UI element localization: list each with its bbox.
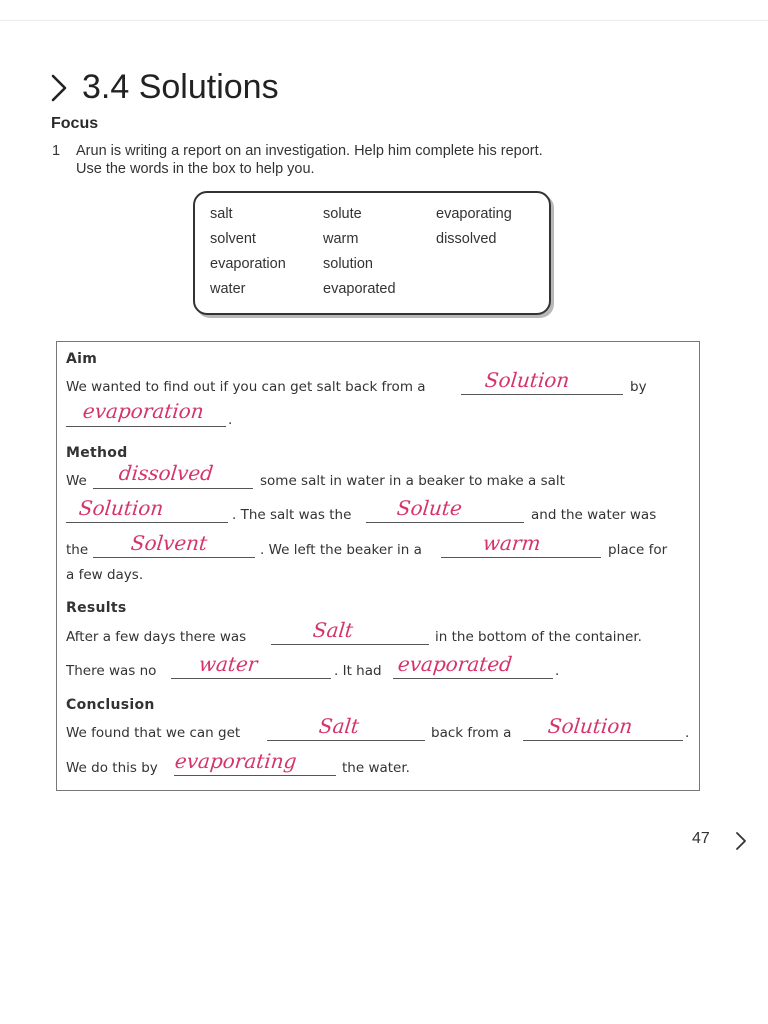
answer-conclusion-evaporating: evaporating [173,749,298,773]
question-number: 1 [52,143,61,159]
answer-conclusion-salt: Salt [317,714,361,738]
word-box-item: evaporating [436,206,512,222]
answer-method-solute: Solute [395,496,464,520]
answer-results-salt: Salt [311,618,355,642]
top-divider [0,20,768,21]
results-text-4: . It had [334,663,382,679]
method-text-2: . The salt was the [232,507,352,523]
conclusion-blank-1 [267,739,425,741]
method-blank-1 [93,487,253,489]
conclusion-end: . [685,725,690,741]
answer-method-warm: warm [481,531,542,555]
method-blank-5 [441,556,601,558]
method-the: the [66,542,89,558]
word-box-item: salt [210,206,233,222]
question-line-2: Use the words in the box to help you. [76,161,315,177]
answer-aim-solution: Solution [483,368,571,392]
word-box-item: solvent [210,231,256,247]
results-text-3: There was no [66,663,157,679]
method-text-6: a few days. [66,567,144,583]
page-number: 47 [692,830,710,847]
question-line-1: Arun is writing a report on an investigation. Help him complete his report. [76,143,543,159]
word-box [193,191,551,315]
word-box-item: water [210,281,246,297]
results-blank-3 [393,677,553,679]
focus-heading: Focus [51,115,99,132]
word-box-item: solution [323,256,373,272]
answer-results-water: water [197,652,259,676]
results-text-1: After a few days there was [66,629,247,645]
page-title: 3.4 Solutions [82,68,279,106]
results-end: . [555,663,560,679]
method-text-5: place for [608,542,668,558]
conclusion-text-1: We found that we can get [66,725,241,741]
method-text-1: some salt in water in a beaker to make a salt [260,473,565,489]
answer-method-solvent: Solvent [129,531,209,555]
method-text-4: . We left the beaker in a [260,542,422,558]
word-box-item: dissolved [436,231,497,247]
chevron-right-icon [48,71,70,105]
word-box-item: solute [323,206,362,222]
results-text-2: in the bottom of the container. [435,629,642,645]
conclusion-heading: Conclusion [66,697,155,713]
aim-heading: Aim [66,351,98,367]
answer-method-solution: Solution [77,496,165,520]
method-text-3: and the water was [531,507,657,523]
answer-conclusion-solution: Solution [546,714,634,738]
results-blank-2 [171,677,331,679]
method-blank-2 [66,521,228,523]
aim-blank-1 [461,393,623,395]
answer-results-evaporated: evaporated [396,652,514,676]
conclusion-text-4: the water. [342,760,410,776]
method-we: We [66,473,87,489]
answer-method-dissolved: dissolved [117,461,215,485]
aim-text-1: We wanted to find out if you can get salt back from a [66,379,426,395]
aim-blank-2 [66,425,226,427]
method-blank-3 [366,521,524,523]
report-box [56,341,700,791]
conclusion-text-3: We do this by [66,760,158,776]
word-box-item: warm [323,231,359,247]
aim-text-2: by [630,379,647,395]
chevron-right-icon [734,831,748,851]
method-blank-4 [93,556,255,558]
method-heading: Method [66,445,128,461]
results-blank-1 [271,643,429,645]
word-box-item: evaporation [210,256,286,272]
word-box-item: evaporated [323,281,396,297]
answer-aim-evaporation: evaporation [81,399,206,423]
aim-end: . [228,412,233,428]
conclusion-text-2: back from a [431,725,512,741]
section-heading [48,68,279,107]
conclusion-blank-2 [523,739,683,741]
conclusion-blank-3 [174,774,336,776]
results-heading: Results [66,600,127,616]
